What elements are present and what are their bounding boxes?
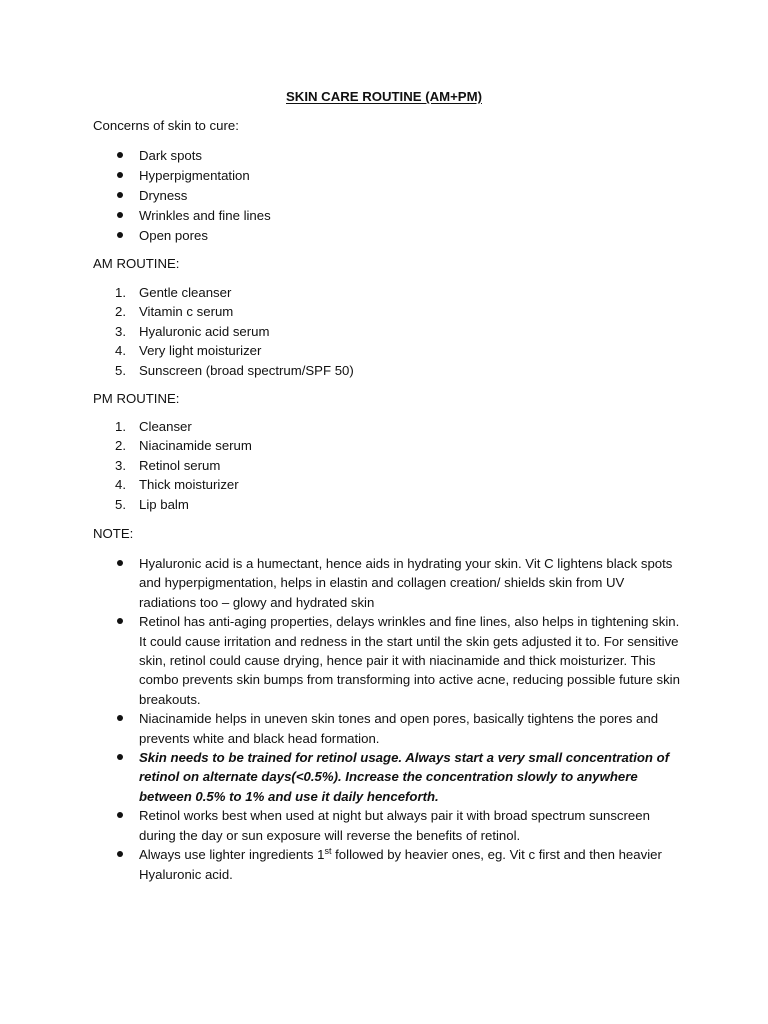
bullet-icon: [117, 172, 123, 178]
superscript-st: st: [324, 846, 332, 857]
note-item: Retinol has anti-aging properties, delays wrinkles and fine lines, also helps in tightening skin. It could cause irritation and redness in the start until the skin gets adjusted it to. For sensitive skin, retinol could cause drying, hence pair it with niacinamide and thick moisturizer. This combo prevents skin bumps from transforming into active acne, reducing possible future skin breakouts.: [93, 612, 683, 709]
bullet-icon: [117, 851, 123, 857]
bullet-icon: [117, 754, 123, 760]
am-step: 3. Hyaluronic acid serum: [115, 323, 270, 339]
note-item: Always use lighter ingredients 1st followed by heavier ones, eg. Vit c first and then heavier Hyaluronic acid.: [93, 845, 683, 884]
concern-item: Dryness: [93, 186, 683, 205]
pm-step: 5. Lip balm: [115, 496, 189, 512]
note-item: Retinol works best when used at night but always pair it with broad spectrum sunscreen during the day or sun exposure will reverse the benefits of retinol.: [93, 806, 683, 845]
bullet-icon: [117, 232, 123, 238]
bullet-icon: [117, 715, 123, 721]
pm-routine-heading: PM ROUTINE:: [93, 391, 180, 406]
pm-routine-list: [93, 417, 683, 514]
am-routine-heading: AM ROUTINE:: [93, 256, 180, 271]
pm-step: 3. Retinol serum: [115, 457, 221, 473]
notes-list: [93, 554, 683, 884]
concern-item: Hyperpigmentation: [93, 166, 683, 185]
am-step: 1. Gentle cleanser: [115, 285, 232, 300]
pm-step: 2. Niacinamide serum: [115, 438, 252, 454]
bullet-icon: [117, 618, 123, 624]
am-routine-list: [93, 283, 683, 380]
bullet-icon: [117, 152, 123, 158]
bullet-icon: [117, 212, 123, 218]
document-title: SKIN CARE ROUTINE (AM+PM): [286, 89, 482, 104]
bullet-icon: [117, 560, 123, 566]
concern-item: Wrinkles and fine lines: [93, 206, 683, 225]
note-heading: NOTE:: [93, 526, 134, 541]
concerns-list: [93, 146, 683, 246]
bullet-icon: [117, 192, 123, 198]
am-step: 2. Vitamin c serum: [115, 304, 234, 320]
concerns-heading: Concerns of skin to cure:: [93, 118, 239, 133]
pm-step: 1. Cleanser: [115, 419, 192, 434]
am-step: 4. Very light moisturizer: [115, 343, 262, 359]
note-item-emphasized: Skin needs to be trained for retinol usage. Always start a very small concentration of retinol on alternate days(<0.5%). Increase the concentration slowly to anywhere between 0.5% to 1% and use it daily henceforth.: [93, 748, 683, 806]
concern-item: Dark spots: [93, 146, 683, 165]
note-item: Niacinamide helps in uneven skin tones and open pores, basically tightens the pores and prevents white and black head formation.: [93, 709, 683, 748]
note-item: Hyaluronic acid is a humectant, hence aids in hydrating your skin. Vit C lightens black spots and hyperpigmentation, helps in elastin and collagen creation/ shields skin from UV radiations too – glowy and hydrated skin: [93, 554, 683, 612]
am-step: 5. Sunscreen (broad spectrum/SPF 50): [115, 362, 354, 378]
pm-step: 4. Thick moisturizer: [115, 477, 239, 493]
concern-item: Open pores: [93, 226, 683, 245]
bullet-icon: [117, 812, 123, 818]
